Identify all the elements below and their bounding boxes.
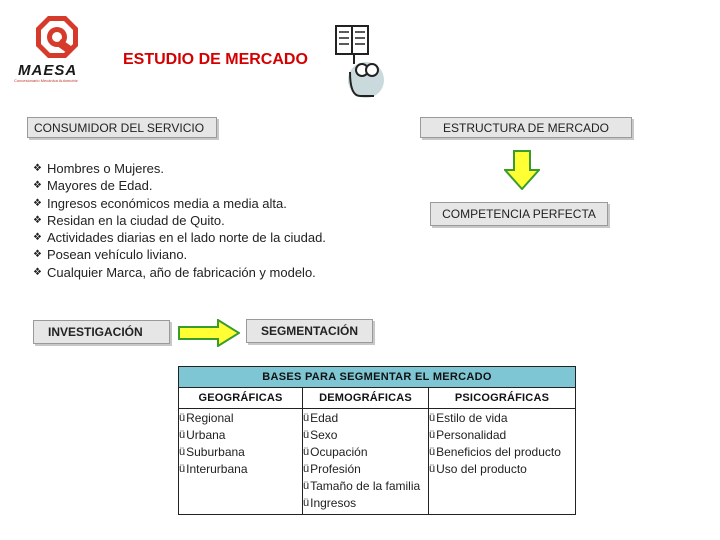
- list-item: [179, 410, 302, 427]
- segmentation-label: SEGMENTACIÓN: [260, 324, 359, 338]
- book-and-person-icon: [330, 20, 390, 102]
- logo-tagline: Concesionario Mecánica Automotriz: [14, 78, 78, 83]
- list-item: [303, 410, 428, 427]
- check-icon: ü: [303, 412, 310, 424]
- list-item-text: Personalidad: [436, 428, 507, 442]
- diamond-bullet-icon: ❖: [33, 232, 42, 244]
- logo-wordmark: MAESA: [18, 62, 78, 79]
- list-item: [33, 229, 326, 246]
- list-item-text: Urbana: [186, 428, 226, 442]
- list-item-text: Interurbana: [186, 462, 248, 476]
- column-header: PSICOGRÁFICAS: [429, 388, 575, 409]
- diamond-bullet-icon: ❖: [33, 180, 42, 192]
- list-item: [33, 177, 326, 194]
- list-item-text: Uso del producto: [436, 462, 527, 476]
- check-icon: ü: [429, 446, 436, 458]
- check-icon: ü: [179, 412, 186, 424]
- segmentation-bases-table: [178, 366, 576, 515]
- list-item-text: Cualquier Marca, año de fabricación y modelo.: [46, 264, 316, 280]
- list-item: [179, 427, 302, 444]
- market-structure-box: [420, 117, 632, 138]
- check-icon: ü: [429, 463, 436, 475]
- list-item-text: Ingresos: [310, 496, 357, 510]
- list-item: [179, 461, 302, 478]
- diamond-bullet-icon: ❖: [33, 266, 42, 278]
- list-item: [303, 444, 428, 461]
- list-item-text: Regional: [186, 411, 234, 425]
- list-item-text: Ocupación: [310, 445, 368, 459]
- list-item: [33, 195, 326, 212]
- list-item-text: Sexo: [310, 428, 338, 442]
- page-title: ESTUDIO DE MERCADO: [123, 51, 308, 68]
- list-item-text: Hombres o Mujeres.: [46, 161, 165, 176]
- check-icon: ü: [179, 429, 186, 441]
- list-item-text: Beneficios del producto: [436, 445, 561, 459]
- column-items: [429, 409, 575, 478]
- list-item: [429, 444, 575, 461]
- list-item: [303, 495, 428, 512]
- column-items: [179, 409, 302, 478]
- consumer-characteristics-list: [33, 160, 326, 281]
- list-item-text: Profesión: [310, 462, 361, 476]
- column-items: [303, 409, 428, 512]
- investigation-box: [33, 320, 170, 344]
- competition-label: COMPETENCIA PERFECTA: [442, 207, 596, 221]
- list-item-text: Suburbana: [186, 445, 245, 459]
- consumer-label: CONSUMIDOR DEL SERVICIO: [34, 120, 205, 135]
- list-item-text: Edad: [310, 411, 339, 425]
- table-column-geographic: [179, 388, 303, 514]
- check-icon: ü: [179, 463, 186, 475]
- check-icon: ü: [303, 446, 310, 458]
- diamond-bullet-icon: ❖: [33, 197, 42, 209]
- check-icon: ü: [303, 480, 310, 492]
- list-item-text: Tamaño de la familia: [310, 479, 421, 493]
- down-arrow-icon: [504, 150, 540, 190]
- table-column-demographic: [303, 388, 429, 514]
- diamond-bullet-icon: ❖: [33, 214, 42, 226]
- check-icon: ü: [303, 463, 310, 475]
- investigation-label: INVESTIGACIÓN: [48, 325, 143, 339]
- segmentation-box: [246, 319, 373, 343]
- check-icon: ü: [303, 497, 310, 509]
- diamond-bullet-icon: ❖: [33, 249, 42, 261]
- list-item: [33, 212, 326, 229]
- diamond-bullet-icon: ❖: [33, 163, 42, 174]
- list-item-text: Mayores de Edad.: [46, 178, 153, 194]
- list-item: [303, 478, 428, 495]
- check-icon: ü: [179, 446, 186, 458]
- table-column-psychographic: [429, 388, 575, 514]
- list-item: [429, 410, 575, 427]
- column-header: GEOGRÁFICAS: [179, 388, 302, 409]
- list-item-text: Ingresos económicos media a media alta.: [46, 195, 287, 211]
- list-item: [179, 444, 302, 461]
- list-item: [33, 160, 326, 177]
- list-item: [429, 461, 575, 478]
- list-item-text: Residan en la ciudad de Quito.: [46, 212, 225, 228]
- list-item: [33, 264, 326, 281]
- market-structure-label: ESTRUCTURA DE MERCADO: [442, 120, 609, 135]
- table-title: BASES PARA SEGMENTAR EL MERCADO: [179, 367, 575, 388]
- right-arrow-icon: [178, 319, 240, 347]
- list-item-text: Posean vehículo liviano.: [46, 247, 188, 263]
- list-item-text: Estilo de vida: [436, 411, 508, 425]
- list-item-text: Actividades diarias en el lado norte de la ciudad.: [46, 230, 326, 246]
- check-icon: ü: [429, 412, 436, 424]
- list-item: [33, 246, 326, 263]
- list-item: [303, 427, 428, 444]
- check-icon: ü: [303, 429, 310, 441]
- list-item: [429, 427, 575, 444]
- list-item: [303, 461, 428, 478]
- column-header: DEMOGRÁFICAS: [303, 388, 428, 409]
- competition-box: [430, 202, 608, 226]
- consumer-box: [27, 117, 217, 138]
- check-icon: ü: [429, 429, 436, 441]
